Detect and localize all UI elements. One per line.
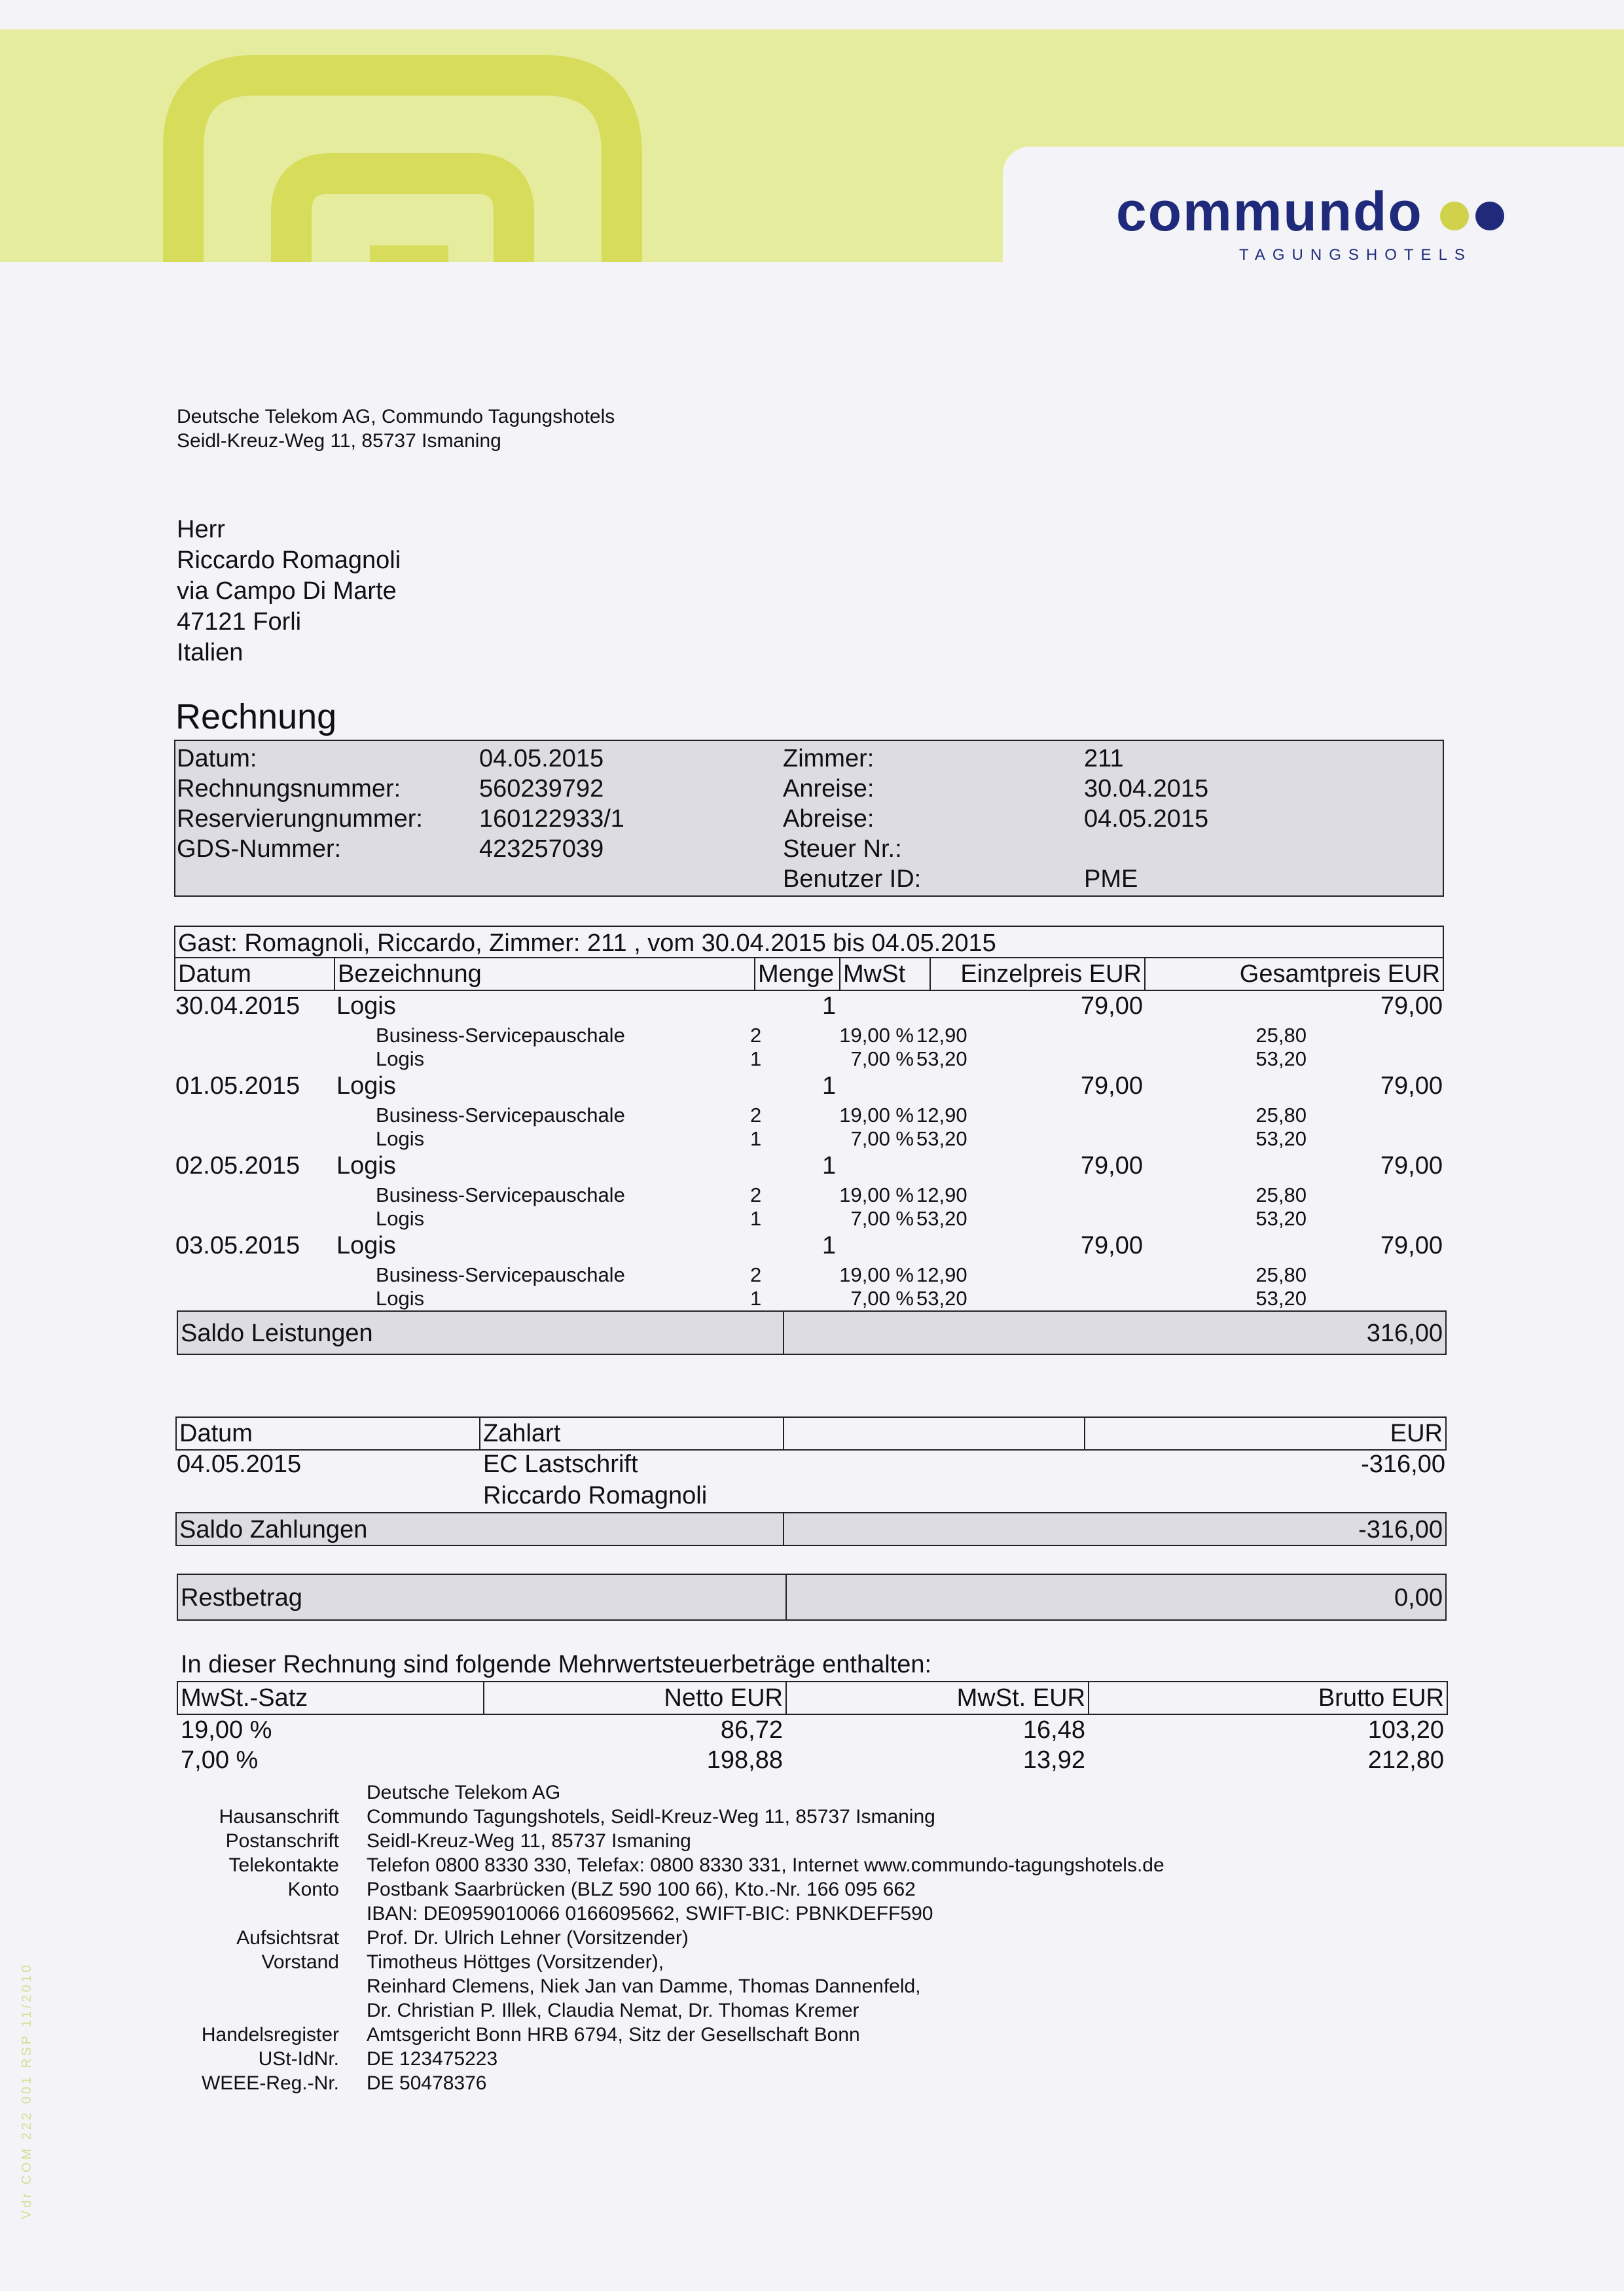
recipient-city: 47121 Forli — [177, 608, 302, 636]
info-label: Rechnungsnummer: — [177, 775, 401, 803]
restbetrag-row — [177, 1574, 1447, 1621]
payment-method: EC Lastschrift — [483, 1451, 638, 1478]
item-qty: 1 — [822, 1072, 837, 1100]
sub-vat: 7,00 % — [850, 1127, 914, 1150]
recipient-address — [177, 514, 401, 668]
sub-qty: 2 — [750, 1104, 762, 1127]
footer-label: Konto — [287, 1879, 339, 1900]
footer-company: Deutsche Telekom AG — [367, 1782, 561, 1803]
recipient-street: via Campo Di Marte — [177, 577, 397, 605]
sub-desc: Business-Servicepauschale — [376, 1104, 625, 1127]
item-date: 30.04.2015 — [175, 992, 300, 1020]
invoice-info-box — [174, 740, 1444, 897]
footer-label: WEEE-Reg.-Nr. — [201, 2072, 339, 2094]
item-unit-price: 79,00 — [1080, 992, 1143, 1020]
sub-price: 53,20 — [916, 1207, 967, 1230]
vat-gross: 103,20 — [1367, 1716, 1444, 1744]
divider — [783, 1513, 784, 1545]
item-qty: 1 — [822, 1152, 837, 1180]
recipient-name: Riccardo Romagnoli — [177, 547, 401, 574]
footer-text: Dr. Christian P. Illek, Claudia Nemat, Dr. Thomas Kremer — [367, 2000, 859, 2021]
brand-tagline: TAGUNGSHOTELS — [1239, 246, 1472, 264]
item-total: 79,00 — [1380, 1232, 1443, 1259]
divider — [785, 1575, 787, 1619]
footer-label — [118, 1974, 339, 1998]
item-qty: 1 — [822, 992, 837, 1020]
footer-label: Handelsregister — [201, 2024, 339, 2046]
col-header-einzelpreis: Einzelpreis EUR — [931, 958, 1146, 990]
footer-text: Seidl-Kreuz-Weg 11, 85737 Ismaning — [367, 1830, 691, 1852]
vat-amount: 13,92 — [1022, 1746, 1085, 1774]
sub-vat: 7,00 % — [850, 1047, 914, 1070]
col-header-bezeichnung: Bezeichnung — [335, 958, 755, 990]
sub-price: 12,90 — [916, 1183, 967, 1206]
items-list — [174, 990, 1444, 1310]
sub-vat: 7,00 % — [850, 1287, 914, 1310]
sub-total: 53,20 — [1255, 1127, 1307, 1150]
item-desc: Logis — [336, 1232, 396, 1259]
sub-qty: 2 — [750, 1263, 762, 1286]
payment-payer: Riccardo Romagnoli — [483, 1482, 708, 1509]
col-header-mwst: MwSt — [840, 958, 931, 990]
col-header-datum: Datum — [177, 1418, 480, 1449]
footer-label: Hausanschrift — [219, 1806, 339, 1828]
sub-total: 25,80 — [1255, 1104, 1307, 1127]
divider — [783, 1312, 784, 1354]
payment-date: 04.05.2015 — [177, 1451, 302, 1478]
vat-rows — [177, 1715, 1448, 1778]
sub-price: 53,20 — [916, 1127, 967, 1150]
col-header-blank — [784, 1418, 1085, 1449]
saldo-zahlungen-row — [175, 1512, 1447, 1546]
saldo-leistungen-label: Saldo Leistungen — [181, 1320, 373, 1347]
sub-price: 12,90 — [916, 1263, 967, 1286]
vat-rate: 7,00 % — [181, 1746, 259, 1774]
sub-vat: 19,00 % — [839, 1263, 914, 1286]
info-value: PME — [1084, 865, 1138, 893]
footer-text: Telefon 0800 8330 330, Telefax: 0800 8330 331, Internet www.commundo-tagungshotels.de — [367, 1854, 1164, 1876]
info-right-labels — [783, 744, 921, 894]
item-unit-price: 79,00 — [1080, 1072, 1143, 1100]
sub-desc: Logis — [376, 1127, 425, 1150]
footer-text: DE 123475223 — [367, 2048, 498, 2070]
page-title: Rechnung — [175, 697, 337, 736]
restbetrag-value: 0,00 — [1394, 1584, 1443, 1612]
col-header-netto: Netto EUR — [484, 1682, 787, 1714]
item-group — [174, 1070, 1444, 1149]
item-total: 79,00 — [1380, 992, 1443, 1020]
info-value: 04.05.2015 — [1084, 805, 1209, 833]
logo-dot-lime — [1440, 202, 1469, 230]
footer-text: IBAN: DE0959010066 0166095662, SWIFT-BIC: PBNKDEFF590 — [367, 1903, 933, 1924]
footer-text: DE 50478376 — [367, 2072, 487, 2094]
vat-amount: 16,48 — [1022, 1716, 1085, 1744]
footer-labels — [118, 1805, 339, 2095]
sub-qty: 1 — [750, 1047, 762, 1070]
item-qty: 1 — [822, 1232, 837, 1259]
vat-rate: 19,00 % — [181, 1716, 272, 1744]
item-total: 79,00 — [1380, 1152, 1443, 1180]
footer-label: USt-IdNr. — [258, 2048, 339, 2070]
vat-gross: 212,80 — [1367, 1746, 1444, 1774]
sub-total: 53,20 — [1255, 1207, 1307, 1230]
guest-line-box — [174, 926, 1444, 958]
info-label: Zimmer: — [783, 745, 875, 772]
sub-desc: Business-Servicepauschale — [376, 1024, 625, 1047]
footer-label — [118, 1902, 339, 1926]
sub-qty: 1 — [750, 1207, 762, 1230]
sender-line: Seidl-Kreuz-Weg 11, 85737 Ismaning — [177, 430, 501, 452]
vat-table-header — [177, 1681, 1448, 1715]
sub-desc: Logis — [376, 1207, 425, 1230]
info-label: Datum: — [177, 745, 257, 772]
info-label: Steuer Nr.: — [783, 835, 902, 863]
col-header-mwst: MwSt. EUR — [787, 1682, 1089, 1714]
sub-price: 53,20 — [916, 1287, 967, 1310]
sub-total: 25,80 — [1255, 1024, 1307, 1047]
saldo-zahlungen-value: -316,00 — [1358, 1516, 1443, 1543]
sender-line: Deutsche Telekom AG, Commundo Tagungshotels — [177, 406, 615, 427]
brand-logo: commundo — [1116, 181, 1423, 242]
footer-text: Reinhard Clemens, Niek Jan van Damme, Thomas Dannenfeld, — [367, 1975, 921, 1997]
item-unit-price: 79,00 — [1080, 1152, 1143, 1180]
item-unit-price: 79,00 — [1080, 1232, 1143, 1259]
footer-text: Prof. Dr. Ulrich Lehner (Vorsitzender) — [367, 1927, 689, 1949]
col-header-brutto: Brutto EUR — [1318, 1684, 1444, 1712]
sub-vat: 7,00 % — [850, 1207, 914, 1230]
footer-text: Amtsgericht Bonn HRB 6794, Sitz der Gesellschaft Bonn — [367, 2024, 860, 2046]
item-date: 01.05.2015 — [175, 1072, 300, 1100]
sender-address — [177, 405, 615, 453]
footer-text: Postbank Saarbrücken (BLZ 590 100 66), Kto.-Nr. 166 095 662 — [367, 1879, 916, 1900]
item-group — [174, 1229, 1444, 1309]
info-label: Benutzer ID: — [783, 865, 922, 893]
info-value: 30.04.2015 — [1084, 775, 1209, 803]
item-total: 79,00 — [1380, 1072, 1443, 1100]
payments-table-header — [175, 1416, 1447, 1451]
vat-intro: In dieser Rechnung sind folgende Mehrwertsteuerbeträge enthalten: — [181, 1651, 932, 1678]
sub-qty: 2 — [750, 1024, 762, 1047]
footer-label: Telekontakte — [228, 1854, 339, 1876]
col-header-rate: MwSt.-Satz — [178, 1682, 484, 1714]
info-left-values — [479, 744, 624, 864]
item-group — [174, 990, 1444, 1070]
item-desc: Logis — [336, 992, 396, 1020]
items-table-header — [174, 957, 1444, 991]
info-label: GDS-Nummer: — [177, 835, 342, 863]
sub-qty: 1 — [750, 1127, 762, 1150]
info-value: 160122933/1 — [479, 805, 624, 833]
vat-net: 198,88 — [706, 1746, 783, 1774]
footer-label: Vorstand — [261, 1951, 339, 1973]
payment-amount: -316,00 — [1361, 1451, 1445, 1478]
footer-text: Timotheus Höttges (Vorsitzender), — [367, 1951, 664, 1973]
item-date: 02.05.2015 — [175, 1152, 300, 1180]
recipient-country: Italien — [177, 639, 244, 666]
item-desc: Logis — [336, 1152, 396, 1180]
sub-desc: Business-Servicepauschale — [376, 1263, 625, 1286]
footer-label: Postanschrift — [225, 1830, 339, 1852]
footer-label — [118, 1998, 339, 2023]
sub-vat: 19,00 % — [839, 1024, 914, 1047]
footer-texts — [367, 1805, 1164, 2095]
col-header-menge: Menge — [755, 958, 840, 990]
guest-line: Gast: Romagnoli, Riccardo, Zimmer: 211 , vom 30.04.2015 bis 04.05.2015 — [178, 929, 996, 957]
info-right-values — [1084, 744, 1208, 894]
item-desc: Logis — [336, 1072, 396, 1100]
footer-text: Commundo Tagungshotels, Seidl-Kreuz-Weg 11, 85737 Ismaning — [367, 1806, 935, 1828]
info-label: Reservierungnummer: — [177, 805, 423, 833]
sub-desc: Logis — [376, 1287, 425, 1310]
sub-desc: Business-Servicepauschale — [376, 1183, 625, 1206]
sub-vat: 19,00 % — [839, 1183, 914, 1206]
sub-desc: Logis — [376, 1047, 425, 1070]
sub-qty: 1 — [750, 1287, 762, 1310]
sub-price: 53,20 — [916, 1047, 967, 1070]
vat-net: 86,72 — [720, 1716, 783, 1744]
info-value: 423257039 — [479, 835, 604, 863]
col-header-zahlart: Zahlart — [480, 1418, 784, 1449]
sub-qty: 2 — [750, 1183, 762, 1206]
info-value — [1084, 834, 1208, 864]
form-code: Vdr COM 222 001 RSP 11/2010 — [20, 1962, 34, 2219]
sub-price: 12,90 — [916, 1104, 967, 1127]
item-group — [174, 1149, 1444, 1229]
col-header-gesamtpreis: Gesamtpreis EUR — [1239, 960, 1440, 988]
sub-total: 53,20 — [1255, 1047, 1307, 1070]
swirl-graphic — [111, 49, 733, 262]
col-header-datum: Datum — [175, 958, 335, 990]
info-left-labels — [177, 744, 423, 864]
col-header-eur: EUR — [1390, 1420, 1443, 1447]
saldo-leistungen-row — [177, 1310, 1447, 1355]
saldo-leistungen-value: 316,00 — [1366, 1320, 1443, 1347]
restbetrag-label: Restbetrag — [181, 1584, 302, 1612]
saldo-zahlungen-label: Saldo Zahlungen — [179, 1516, 368, 1543]
sub-total: 25,80 — [1255, 1263, 1307, 1286]
sub-price: 12,90 — [916, 1024, 967, 1047]
sub-total: 25,80 — [1255, 1183, 1307, 1206]
info-value: 04.05.2015 — [479, 745, 604, 772]
info-label: Abreise: — [783, 805, 875, 833]
sub-total: 53,20 — [1255, 1287, 1307, 1310]
info-value: 560239792 — [479, 775, 604, 803]
info-label: Anreise: — [783, 775, 875, 803]
item-date: 03.05.2015 — [175, 1232, 300, 1259]
footer-label: Aufsichtsrat — [236, 1927, 339, 1949]
recipient-salutation: Herr — [177, 516, 225, 543]
sub-vat: 19,00 % — [839, 1104, 914, 1127]
logo-dot-navy — [1475, 202, 1504, 230]
info-value: 211 — [1084, 745, 1124, 772]
